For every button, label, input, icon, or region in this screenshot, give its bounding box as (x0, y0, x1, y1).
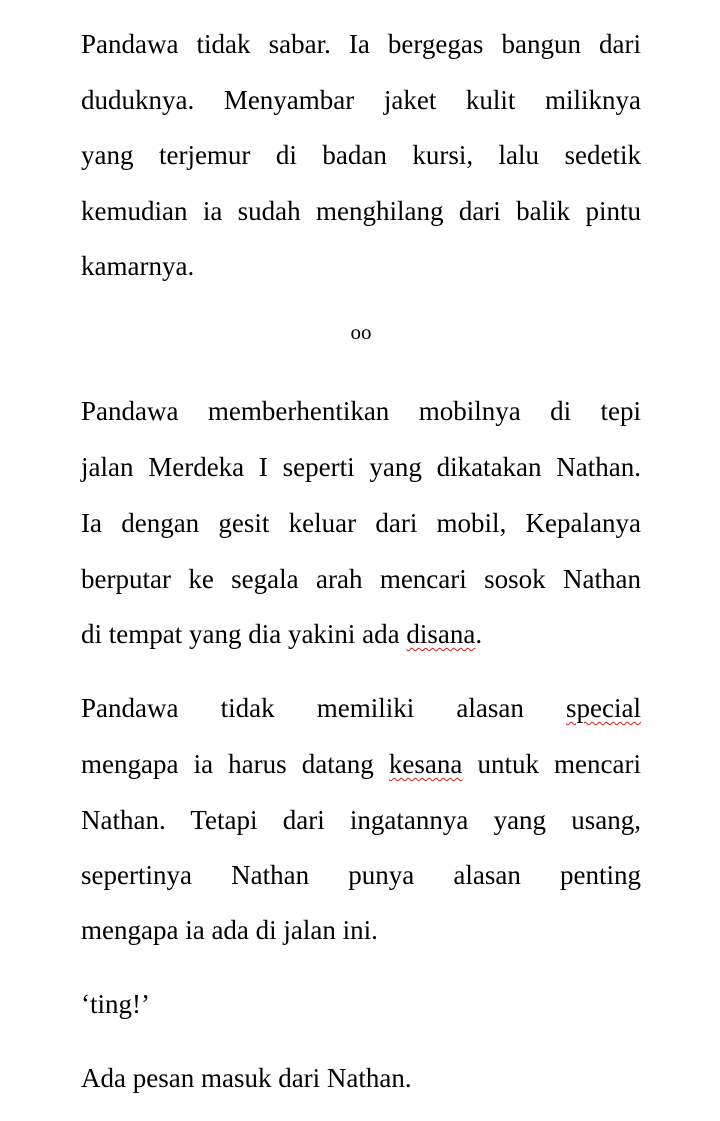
paragraph-2-line-1: Pandawa memberhentikan mobilnya di tepi (81, 396, 641, 426)
paragraph-1-line-3: yang terjemur di badan kursi, lalu sedetik (81, 140, 641, 170)
scene-separator: oo (350, 320, 372, 344)
paragraph-3-line-5: mengapa ia ada di jalan ini. (81, 915, 378, 945)
paragraph-4: ‘ting!’ (81, 989, 150, 1019)
paragraph-3-line-1-text: Pandawa tidak memiliki alasan (81, 693, 567, 723)
paragraph-1-line-1: Pandawa tidak sabar. Ia bergegas bangun dari (81, 29, 641, 59)
paragraph-1-line-4: kemudian ia sudah menghilang dari balik pintu (81, 196, 641, 226)
paragraph-3-line-2-end: untuk mencari (462, 749, 642, 779)
paragraph-1-line-2: duduknya. Menyambar jaket kulit miliknya (81, 85, 641, 115)
paragraph-2-line-3: Ia dengan gesit keluar dari mobil, Kepalanya (81, 508, 641, 538)
paragraph-3-line-4: sepertinya Nathan punya alasan penting (81, 860, 641, 890)
paragraph-2-line-5-text: di tempat yang dia yakini ada (81, 619, 407, 649)
paragraph-3-line-3: Nathan. Tetapi dari ingatannya yang usang, (81, 805, 641, 835)
paragraph-5: Ada pesan masuk dari Nathan. (81, 1063, 412, 1093)
spellcheck-flagged-word[interactable]: special (566, 693, 641, 723)
spellcheck-flagged-word[interactable]: kesana (388, 749, 463, 779)
paragraph-2-line-5-end: . (475, 619, 483, 649)
paragraph-3-line-2-text: mengapa ia harus datang (81, 749, 389, 779)
paragraph-3-line-1 (81, 692, 641, 724)
spellcheck-flagged-word[interactable]: disana (406, 619, 476, 649)
paragraph-2-line-2: jalan Merdeka I seperti yang dikatakan Nathan. (81, 452, 641, 482)
paragraph-1-line-5: kamarnya. (81, 251, 195, 281)
paragraph-2-line-5 (81, 618, 641, 650)
paragraph-3-line-2 (81, 748, 641, 780)
paragraph-2-line-4: berputar ke segala arah mencari sosok Nathan (81, 564, 641, 594)
